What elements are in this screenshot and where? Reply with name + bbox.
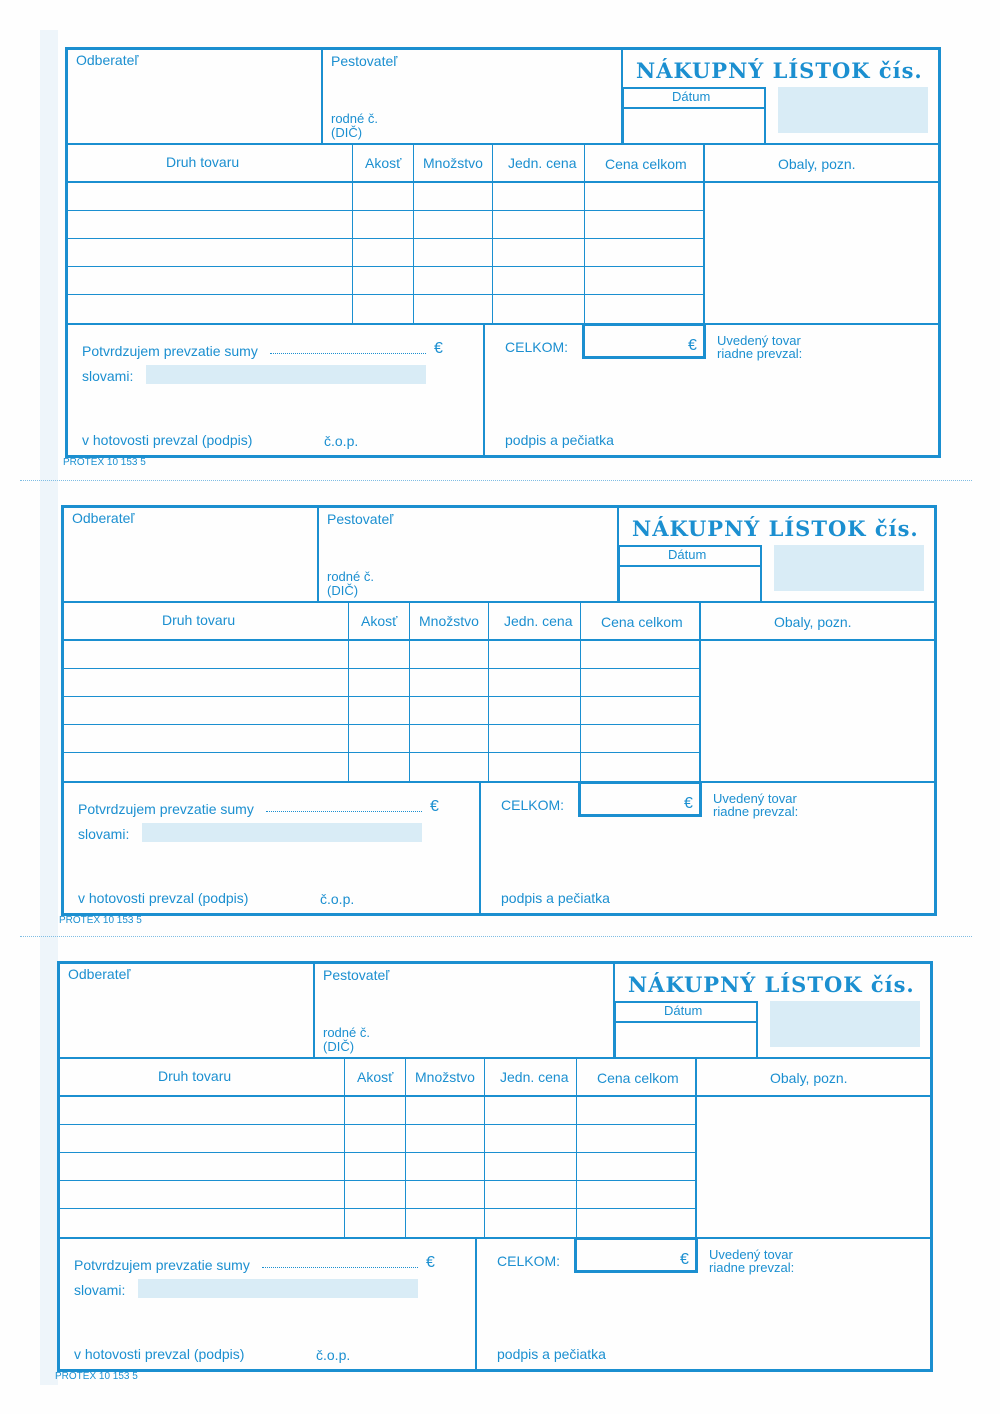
euro-sign: € (426, 1254, 435, 1271)
date-label: Dátum (664, 1003, 703, 1018)
divider (317, 505, 319, 601)
table-row-line (65, 266, 703, 267)
table-row-line (57, 1124, 695, 1125)
amount-dotted-line[interactable] (262, 1267, 418, 1268)
divider (405, 1057, 406, 1237)
table-row-line (57, 1180, 695, 1181)
birth-number-label: rodné č. (323, 1025, 370, 1040)
footer-code: PROTEX 10 153 5 (59, 915, 142, 926)
col-quality: Akosť (357, 1069, 394, 1085)
divider (584, 143, 585, 323)
euro-sign: € (430, 798, 439, 815)
signature-stamp-label: podpis a pečiatka (497, 1346, 606, 1362)
divider (57, 1237, 933, 1239)
divider (61, 639, 937, 641)
total-euro-sign: € (688, 337, 697, 354)
in-words-label: slovami: (78, 826, 130, 842)
divider (65, 143, 941, 145)
in-words-label: slovami: (74, 1282, 126, 1298)
divider (483, 323, 485, 458)
col-total-price: Cena celkom (597, 1070, 679, 1086)
table-row-line (65, 210, 703, 211)
amount-dotted-line[interactable] (266, 811, 422, 812)
grower-label: Pestovateľ (323, 967, 390, 983)
table-row-line (65, 238, 703, 239)
cash-received-label: v hotovosti prevzal (podpis) (74, 1346, 245, 1362)
confirm-label: Potvrdzujem prevzatie sumy (78, 801, 254, 817)
divider (614, 1021, 758, 1023)
divider (695, 1057, 697, 1237)
divider (61, 781, 937, 783)
purchase-slip-form (0, 505, 996, 945)
divider (475, 1237, 477, 1372)
col-total-price: Cena celkom (601, 614, 683, 630)
tax-id-label: (DIČ) (331, 125, 363, 140)
date-label: Dátum (668, 547, 707, 562)
col-quantity: Množstvo (415, 1069, 475, 1085)
buyer-label: Odberateľ (76, 52, 139, 68)
received-label-line2: riadne prevzal: (713, 804, 799, 819)
total-label: CELKOM: (501, 797, 565, 813)
cut-line (20, 936, 972, 937)
euro-sign: € (434, 340, 443, 357)
col-packaging-notes: Obaly, pozn. (774, 614, 852, 630)
date-label: Dátum (672, 89, 711, 104)
cash-received-label: v hotovosti prevzal (podpis) (78, 890, 249, 906)
tax-id-label: (DIČ) (323, 1039, 355, 1054)
number-field[interactable] (770, 1001, 920, 1047)
divider (580, 601, 581, 781)
divider (313, 961, 315, 1057)
table-row-line (61, 696, 699, 697)
grower-label: Pestovateľ (327, 511, 394, 527)
buyer-label: Odberateľ (68, 966, 131, 982)
footer-code: PROTEX 10 153 5 (63, 457, 146, 468)
purchase-slip-form (0, 961, 992, 1401)
divider (61, 601, 937, 603)
divider (618, 565, 762, 567)
total-euro-sign: € (680, 1251, 689, 1268)
col-unit-price: Jedn. cena (500, 1069, 569, 1085)
col-goods-type: Druh tovaru (162, 612, 236, 628)
col-unit-price: Jedn. cena (508, 155, 577, 171)
col-quality: Akosť (365, 155, 402, 171)
footer-code: PROTEX 10 153 5 (55, 1371, 138, 1382)
divider (488, 601, 489, 781)
divider (622, 107, 766, 109)
in-words-field[interactable] (142, 823, 422, 842)
signature-stamp-label: podpis a pečiatka (505, 432, 614, 448)
divider (352, 143, 353, 323)
table-row-line (57, 1152, 695, 1153)
table-row-line (65, 294, 703, 295)
table-row-line (61, 724, 699, 725)
grower-label: Pestovateľ (331, 53, 398, 69)
received-label-line1: Uvedený tovar (709, 1247, 793, 1262)
col-packaging-notes: Obaly, pozn. (778, 156, 856, 172)
id-card-number-label: č.o.p. (316, 1347, 351, 1363)
divider (348, 601, 349, 781)
received-label-line2: riadne prevzal: (709, 1260, 795, 1275)
total-euro-sign: € (684, 795, 693, 812)
divider (484, 1057, 485, 1237)
purchase-slip-form (0, 47, 1000, 487)
form-title: NÁKUPNÝ LÍSTOK čís. (636, 58, 923, 83)
number-field[interactable] (774, 545, 924, 591)
in-words-field[interactable] (146, 365, 426, 384)
form-title: NÁKUPNÝ LÍSTOK čís. (628, 972, 915, 997)
divider (65, 323, 941, 325)
cut-line (20, 480, 972, 481)
amount-dotted-line[interactable] (270, 353, 426, 354)
table-row-line (57, 1208, 695, 1209)
in-words-label: slovami: (82, 368, 134, 384)
col-quality: Akosť (361, 613, 398, 629)
divider (492, 143, 493, 323)
divider (344, 1057, 345, 1237)
buyer-label: Odberateľ (72, 510, 135, 526)
col-quantity: Množstvo (423, 155, 483, 171)
cash-received-label: v hotovosti prevzal (podpis) (82, 432, 253, 448)
received-label-line2: riadne prevzal: (717, 346, 803, 361)
confirm-label: Potvrdzujem prevzatie sumy (74, 1257, 250, 1273)
received-label-line1: Uvedený tovar (713, 791, 797, 806)
col-goods-type: Druh tovaru (166, 154, 240, 170)
id-card-number-label: č.o.p. (324, 433, 359, 449)
table-row-line (61, 668, 699, 669)
col-packaging-notes: Obaly, pozn. (770, 1070, 848, 1086)
divider (703, 143, 705, 323)
divider (65, 181, 941, 183)
birth-number-label: rodné č. (327, 569, 374, 584)
divider (413, 143, 414, 323)
col-quantity: Množstvo (419, 613, 479, 629)
confirm-label: Potvrdzujem prevzatie sumy (82, 343, 258, 359)
divider (699, 601, 701, 781)
id-card-number-label: č.o.p. (320, 891, 355, 907)
table-row-line (61, 752, 699, 753)
tax-id-label: (DIČ) (327, 583, 359, 598)
divider (57, 1057, 933, 1059)
col-goods-type: Druh tovaru (158, 1068, 232, 1084)
birth-number-label: rodné č. (331, 111, 378, 126)
divider (321, 47, 323, 143)
divider (57, 1095, 933, 1097)
col-unit-price: Jedn. cena (504, 613, 573, 629)
divider (409, 601, 410, 781)
divider (576, 1057, 577, 1237)
total-label: CELKOM: (497, 1253, 561, 1269)
signature-stamp-label: podpis a pečiatka (501, 890, 610, 906)
col-total-price: Cena celkom (605, 156, 687, 172)
number-field[interactable] (778, 87, 928, 133)
received-label-line1: Uvedený tovar (717, 333, 801, 348)
total-label: CELKOM: (505, 339, 569, 355)
divider (479, 781, 481, 916)
form-title: NÁKUPNÝ LÍSTOK čís. (632, 516, 919, 541)
in-words-field[interactable] (138, 1279, 418, 1298)
